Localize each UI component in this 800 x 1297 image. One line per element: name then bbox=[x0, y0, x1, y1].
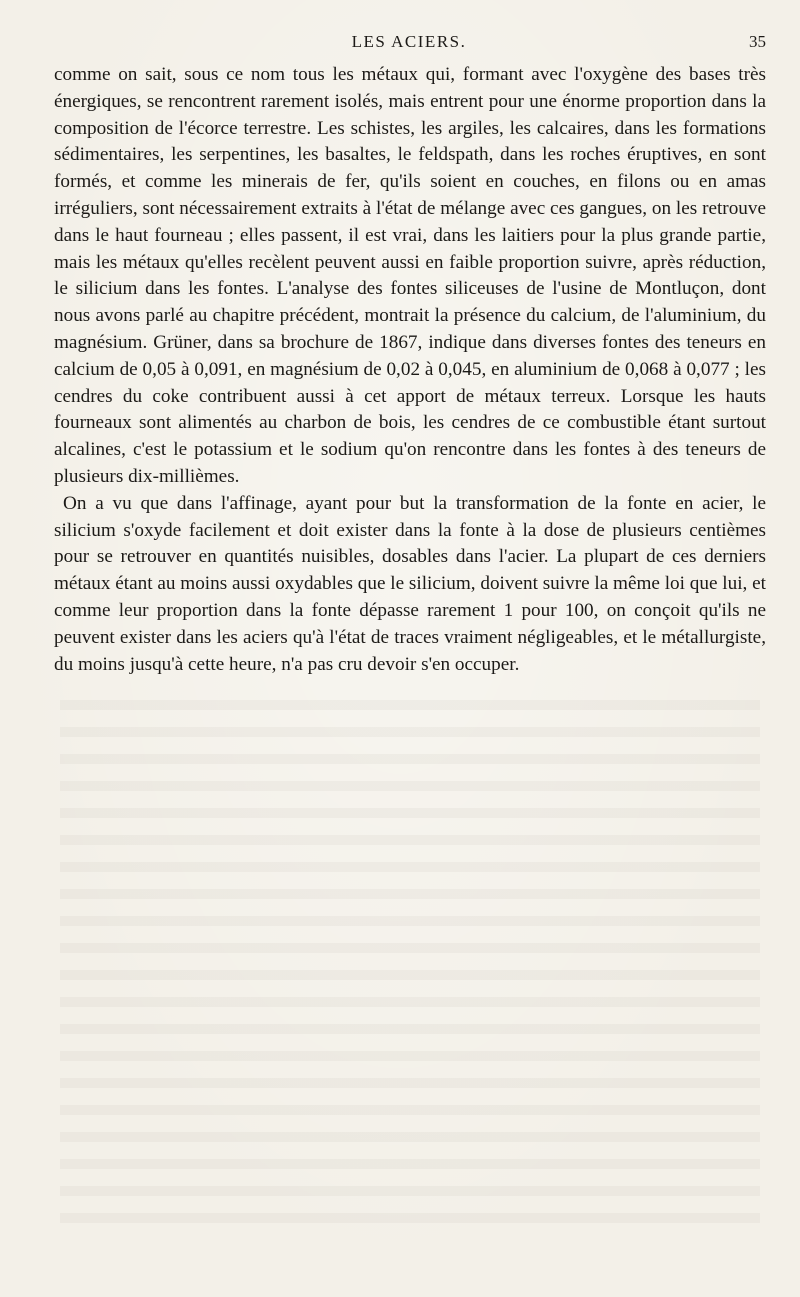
running-head bbox=[52, 30, 766, 54]
page-number: 35 bbox=[749, 32, 766, 51]
paragraph: comme on sait, sous ce nom tous les métaux qui, formant avec l'oxygène des bases très énergiques, se rencontrent rarement isolés, mais entrent pour une énorme proportion dans la composition de l'écorce terrestre. Les schistes, les argiles, les calcaires, dans les formations sédimentaires, les serpentines, les basaltes, le feldspath, dans les roches éruptives, en sont formés, et comme les minerais de fer, qu'ils soient en couches, en filons ou en amas irréguliers, sont nécessairement extraits à l'état de mélange avec ces gangues, on les retrouve dans le haut fourneau ; elles passent, il est vrai, dans les laitiers pour la plus grande partie, mais les métaux qu'elles recèlent peuvent aussi en faible proportion suivre, après réduction, le silicium dans les fontes. L'analyse des fontes siliceuses de l'usine de Montluçon, dont nous avons parlé au chapitre précédent, montrait la présence du calcium, de l'aluminium, du magnésium. Grüner, dans sa brochure de 1867, indique dans diverses fontes des teneurs en calcium de 0,05 à 0,091, en magnésium de 0,02 à 0,045, en aluminium de 0,068 à 0,077 ; les cendres du coke contribuent aussi à cet apport de métaux terreux. Lorsque les hauts fourneaux sont alimentés au charbon de bois, les cendres de ce combustible étant surtout alcalines, c'est le potassium et le sodium qu'on rencontre dans les fontes à des teneurs de plusieurs dix-millièmes. bbox=[54, 64, 766, 487]
running-title: LES ACIERS. bbox=[351, 32, 467, 51]
paragraph: On a vu que dans l'affinage, ayant pour but la transformation de la fonte en acier, le silicium s'oxyde facilement et doit exister dans la fonte à la dose de plusieurs centièmes pour se retrouver en quantités nuisibles, dosables dans l'acier. La plupart de ces derniers métaux étant au moins aussi oxydables que le silicium, doivent suivre la même loi que lui, et comme leur proportion dans la fonte dépasse rarement 1 pour 100, on conçoit qu'ils ne peuvent exister dans les aciers qu'à l'état de traces vraiment négligeables, et le métallurgiste, du moins jusqu'à cette heure, n'a pas cru devoir s'en occuper. bbox=[54, 492, 766, 675]
body-text bbox=[54, 62, 766, 678]
show-through-texture bbox=[60, 700, 760, 1240]
